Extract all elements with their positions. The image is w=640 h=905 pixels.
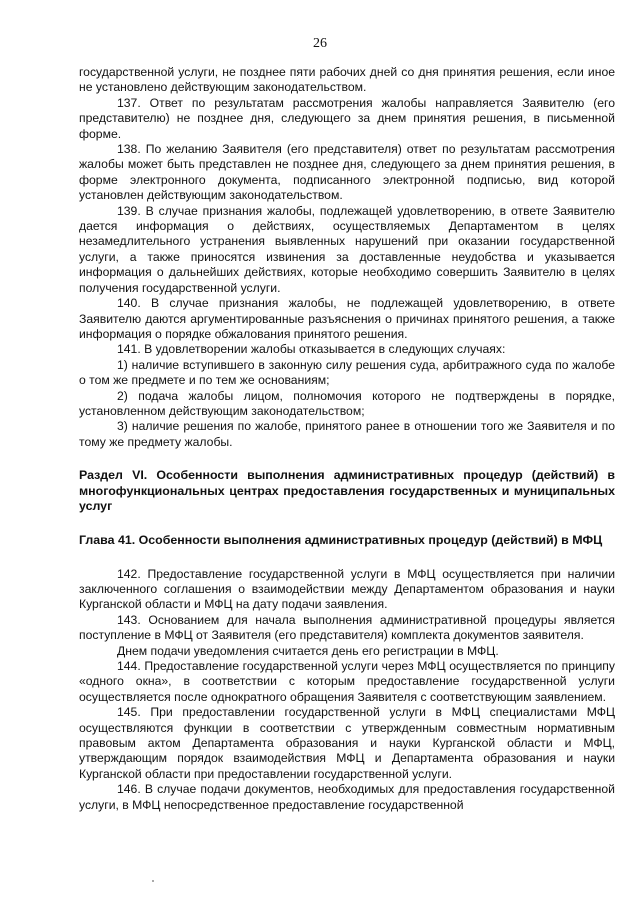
chapter-heading: Глава 41. Особенности выполнения административных процедур (действий) в МФЦ — [79, 532, 603, 547]
paragraph: 137. Ответ по результатам рассмотрения жалобы направляется Заявителю (его представителю) не позднее дня, следующего за днем принятия решения, в письменной форме. — [79, 95, 615, 141]
paragraph: 146. В случае подачи документов, необходимых для предоставления государственной услуги, в МФЦ непосредственное предоставление государственной — [79, 782, 615, 812]
paragraph: 1) наличие вступившего в законную силу решения суда, арбитражного суда по жалобе о том же предмете и по тем же основаниям; — [79, 357, 615, 388]
paragraph: 140. В случае признания жалобы, не подлежащей удовлетворению, в ответе Заявителю даются аргументированные разъяснения о причинах принятого решения, а также информация о порядке обжалования принятого решения. — [79, 296, 615, 341]
document-body — [79, 65, 615, 813]
paragraph: государственной услуги, не позднее пяти рабочих дней со дня принятия решения, если иное не установлено действующим законодательством. — [79, 65, 615, 95]
paragraph: 144. Предоставление государственной услуги через МФЦ осуществляется по принципу «одного окна», в соответствии с которым предоставление государственной услуги осуществляется после однократного обращения Заявителя с соответствующим заявлением. — [79, 658, 615, 704]
paragraph: 2) подача жалобы лицом, полномочия которого не подтверждены в порядке, установленном действующим законодательством; — [79, 388, 615, 418]
paragraph: 141. В удовлетворении жалобы отказывается в следующих случаях: — [117, 342, 506, 357]
paragraph: 3) наличие решения по жалобе, принятого ранее в отношении того же Заявителя и по тому же предмету жалобы. — [79, 419, 615, 449]
paragraph: 145. При предоставлении государственной услуги в МФЦ специалистами МФЦ осуществляются функции в соответствии с утвержденным совместным нормативным правовым актом Департамента образования и науки Курганской области и МФЦ, утверждающим порядок взаимодействия МФЦ и Департамента образования и науки Курганской области при предоставлении государственной услуги. — [79, 705, 615, 781]
paragraph: 139. В случае признания жалобы, подлежащей удовлетворению, в ответе Заявителю дается информация о действиях, осуществляемых Департаментом в целях незамедлительного устранения выявленных нарушений при оказании государственной услуги, а также приносятся извинения за доставленные неудобства и указывается информация о дальнейших действиях, которые необходимо совершить Заявителю в целях получения государственной услуги. — [79, 203, 615, 295]
scan-artifact — [152, 880, 154, 882]
section-heading: Раздел VI. Особенности выполнения административных процедур (действий) в многофункциональных центрах предоставления государственных и муниципальных услуг — [79, 468, 615, 514]
page-number: 26 — [313, 36, 327, 51]
paragraph: 142. Предоставление государственной услуги в МФЦ осуществляется при наличии заключенного соглашения о взаимодействии между Департаментом образования и науки Курганской области и МФЦ на дату подачи заявления. — [79, 566, 615, 612]
paragraphs-bottom — [79, 567, 615, 814]
paragraph: 143. Основанием для начала выполнения административной процедуры является поступление в МФЦ от Заявителя (его представителя) комплекта документов заявителя. — [79, 612, 615, 643]
paragraph: 138. По желанию Заявителя (его представителя) ответ по результатам рассмотрения жалобы может быть представлен не позднее дня, следующего за днем принятия решения, в форме электронного документа, подписанного электронной подписью, вид которой установлен действующим законодательством. — [79, 142, 615, 203]
paragraph: Днем подачи уведомления считается день его регистрации в МФЦ. — [117, 643, 499, 658]
paragraphs-top — [79, 65, 615, 450]
